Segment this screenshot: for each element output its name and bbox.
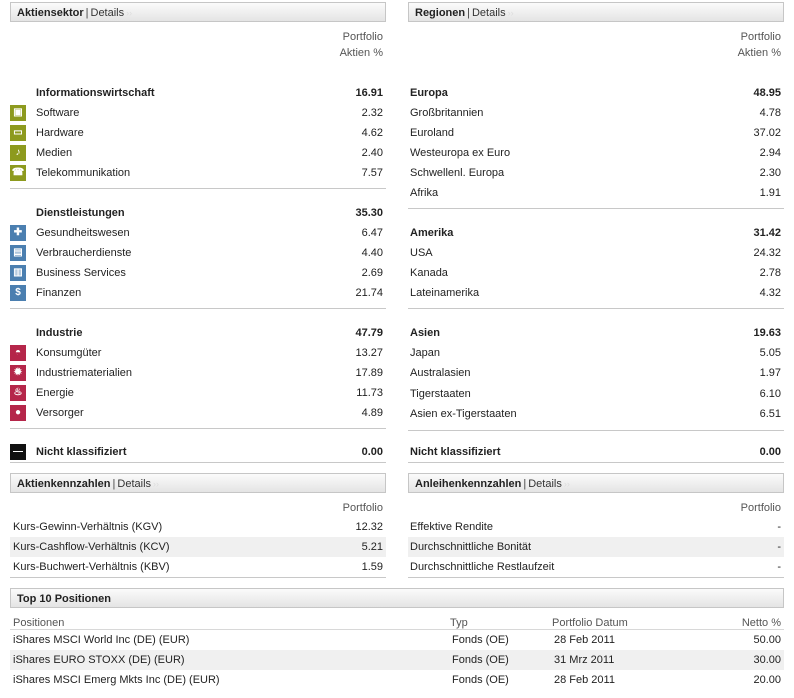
row-label: Energie (36, 387, 74, 399)
section-divider (10, 428, 386, 429)
region-item-row (410, 363, 781, 383)
section-divider (408, 462, 784, 463)
row-value: 5.05 (759, 347, 781, 359)
equity-ratio-row (13, 517, 383, 537)
net-cell: 50.00 (753, 634, 781, 646)
row-value: 13.27 (355, 347, 383, 359)
position-cell: iShares MSCI Emerg Mkts Inc (DE) (EUR) (13, 674, 220, 686)
section-divider (408, 577, 784, 578)
section-divider (408, 308, 784, 309)
row-label: Finanzen (36, 287, 82, 299)
row-label: Tigerstaaten (410, 388, 471, 400)
sector-group-row (10, 323, 383, 343)
regions-panel-header: Regionen | Details ›› (408, 2, 784, 22)
row-label: Kanada (410, 267, 448, 279)
unclassified-icon: — (10, 444, 26, 460)
row-label: Versorger (36, 407, 84, 419)
row-label: Verbraucherdienste (36, 247, 132, 259)
sector-item-row (10, 223, 383, 243)
region-item-row (410, 384, 781, 404)
equity-ratios-title: Aktienkennzahlen (17, 478, 111, 490)
row-label: Großbritannien (410, 107, 484, 119)
sector-item-row (10, 243, 383, 263)
row-label: USA (410, 247, 433, 259)
row-label: Business Services (36, 267, 126, 279)
row-value: 6.10 (759, 388, 781, 400)
row-label: Medien (36, 147, 73, 159)
group-label: Europa (410, 87, 448, 99)
row-label: Durchschnittliche Restlaufzeit (410, 561, 555, 573)
energy-icon: ♨ (10, 385, 26, 401)
healthcare-icon: ✚ (10, 225, 26, 241)
row-label: Konsumgüter (36, 347, 102, 359)
sector-item-row (10, 403, 383, 423)
group-value: 19.63 (753, 327, 781, 339)
region-item-row (410, 143, 781, 163)
regions-column-header: Portfolio Aktien % (737, 31, 781, 59)
table-row[interactable] (10, 650, 784, 670)
region-item-row (410, 343, 781, 363)
finance-icon: $ (10, 285, 26, 301)
sector-group-row (10, 83, 383, 103)
top10-header (10, 588, 784, 608)
top10-title: Top 10 Positionen (17, 593, 111, 605)
section-divider (408, 208, 784, 209)
chevron-right-icon: ›› (126, 8, 133, 18)
date-cell: 28 Feb 2011 (554, 674, 615, 686)
row-value: 4.89 (361, 407, 383, 419)
table-row[interactable] (10, 670, 784, 690)
equity-ratios-details-link[interactable]: Details (117, 478, 152, 490)
telecom-icon: ☎ (10, 165, 26, 181)
date-cell: 28 Feb 2011 (554, 634, 615, 646)
row-label: Japan (410, 347, 440, 359)
regions-panel-title: Regionen (415, 7, 466, 19)
chevron-right-icon: ›› (507, 8, 514, 18)
group-value: 0.00 (361, 446, 383, 458)
chevron-right-icon: ›› (153, 479, 160, 489)
row-value: 6.51 (759, 408, 781, 420)
row-value: 2.78 (759, 267, 781, 279)
sector-item-row (10, 343, 383, 363)
section-divider (408, 430, 784, 431)
sector-panel-title: Aktiensektor (17, 7, 84, 19)
row-label: Afrika (410, 187, 439, 199)
bond-ratios-title: Anleihenkennzahlen (415, 478, 522, 490)
regions-details-link[interactable]: Details (471, 7, 506, 19)
group-value: 31.42 (753, 227, 781, 239)
sector-item-row (10, 143, 383, 163)
bond-ratios-header: Anleihenkennzahlen | Details ›› (408, 473, 784, 493)
row-label: Westeuropa ex Euro (410, 147, 511, 159)
row-value: 2.94 (759, 147, 781, 159)
consumer-goods-icon: ◓ (10, 345, 26, 361)
row-value: 5.21 (361, 541, 383, 553)
row-label: Schwellenl. Europa (410, 167, 505, 179)
sector-group-row (10, 203, 383, 223)
bond-ratios-column-header: Portfolio (740, 502, 781, 514)
equity-ratios-header: Aktienkennzahlen | Details ›› (10, 473, 386, 493)
section-divider (10, 462, 386, 463)
section-divider (10, 577, 386, 578)
region-item-row (410, 163, 781, 183)
row-label: Hardware (36, 127, 84, 139)
hardware-icon: ▭ (10, 125, 26, 141)
bond-ratios-details-link[interactable]: Details (528, 478, 562, 490)
row-value: 2.40 (361, 147, 383, 159)
row-label: Euroland (410, 127, 455, 139)
chevron-right-icon: ›› (563, 479, 570, 489)
sector-item-row (10, 103, 383, 123)
region-item-row (410, 243, 781, 263)
region-unclassified-row (410, 442, 781, 462)
sector-item-row (10, 383, 383, 403)
sector-unclassified-row (10, 442, 383, 462)
utilities-icon: ● (10, 405, 26, 421)
sector-item-row (10, 363, 383, 383)
equity-ratios-column-header: Portfolio (342, 502, 383, 514)
region-group-row (410, 323, 781, 343)
row-value: 21.74 (355, 287, 383, 299)
equity-ratio-row (13, 537, 383, 557)
top10-col-position: Positionen (13, 617, 65, 629)
row-label: Gesundheitswesen (36, 227, 130, 239)
row-value: 1.97 (759, 367, 781, 379)
type-cell: Fonds (OE) (452, 634, 509, 646)
date-cell: 31 Mrz 2011 (554, 654, 615, 666)
top10-col-type: Typ (450, 617, 468, 629)
row-value: 7.57 (361, 167, 383, 179)
industrial-materials-icon: ✹ (10, 365, 26, 381)
row-label: Kurs-Cashflow-Verhältnis (KCV) (13, 541, 170, 553)
row-label: Industriematerialien (36, 367, 132, 379)
region-item-row (410, 183, 781, 203)
region-item-row (410, 123, 781, 143)
table-row[interactable] (10, 630, 784, 650)
region-group-row (410, 223, 781, 243)
row-value: 37.02 (753, 127, 781, 139)
bond-ratio-row (410, 517, 781, 537)
row-value: 17.89 (355, 367, 383, 379)
sector-panel-header: Aktiensektor | Details ›› (10, 2, 386, 22)
row-label: Asien ex-Tigerstaaten (410, 408, 517, 420)
sector-column-header: Portfolio Aktien % (339, 31, 383, 59)
row-label: Kurs-Gewinn-Verhältnis (KGV) (13, 521, 163, 533)
row-value: 4.78 (759, 107, 781, 119)
consumer-services-icon: ▤ (10, 245, 26, 261)
row-value: - (777, 541, 781, 553)
row-value: 2.30 (759, 167, 781, 179)
row-value: 2.69 (361, 267, 383, 279)
section-divider (10, 188, 386, 189)
row-value: 1.91 (759, 187, 781, 199)
group-label: Asien (410, 327, 440, 339)
equity-ratio-row (13, 557, 383, 577)
net-cell: 30.00 (753, 654, 781, 666)
software-icon: ▣ (10, 105, 26, 121)
sector-details-link[interactable]: Details (90, 7, 125, 19)
row-value: 4.40 (361, 247, 383, 259)
top10-col-net: Netto % (741, 617, 781, 629)
top10-col-date: Portfolio Datum (552, 617, 628, 629)
section-divider (10, 308, 386, 309)
group-label: Dienstleistungen (36, 207, 125, 219)
sector-item-row (10, 123, 383, 143)
row-value: 24.32 (753, 247, 781, 259)
region-item-row (410, 103, 781, 123)
row-label: Lateinamerika (410, 287, 480, 299)
position-cell: iShares MSCI World Inc (DE) (EUR) (13, 634, 190, 646)
media-icon: ♪ (10, 145, 26, 161)
group-value: 47.79 (355, 327, 383, 339)
row-value: 6.47 (361, 227, 383, 239)
row-label: Kurs-Buchwert-Verhältnis (KBV) (13, 561, 170, 573)
group-value: 35.30 (355, 207, 383, 219)
group-value: 48.95 (753, 87, 781, 99)
type-cell: Fonds (OE) (452, 654, 509, 666)
type-cell: Fonds (OE) (452, 674, 509, 686)
bond-ratio-row (410, 537, 781, 557)
row-value: 4.62 (361, 127, 383, 139)
sector-item-row (10, 283, 383, 303)
group-label: Amerika (410, 227, 454, 239)
business-services-icon: ▥ (10, 265, 26, 281)
row-label: Effektive Rendite (410, 521, 493, 533)
region-item-row (410, 263, 781, 283)
sector-item-row (10, 263, 383, 283)
row-value: 11.73 (356, 387, 383, 399)
position-cell: iShares EURO STOXX (DE) (EUR) (13, 654, 185, 666)
row-label: Software (36, 107, 80, 119)
group-value: 16.91 (355, 87, 383, 99)
row-label: Telekommunikation (36, 167, 131, 179)
group-label: Nicht klassifiziert (410, 446, 501, 458)
row-value: 12.32 (355, 521, 383, 533)
row-label: Durchschnittliche Bonität (410, 541, 532, 553)
group-value: 0.00 (759, 446, 781, 458)
row-value: - (777, 561, 781, 573)
row-value: 4.32 (759, 287, 781, 299)
net-cell: 20.00 (753, 674, 781, 686)
group-label: Informationswirtschaft (36, 87, 155, 99)
row-value: - (777, 521, 781, 533)
row-label: Australasien (410, 367, 471, 379)
row-value: 1.59 (361, 561, 383, 573)
bond-ratio-row (410, 557, 781, 577)
region-group-row (410, 83, 781, 103)
region-item-row (410, 404, 781, 424)
region-item-row (410, 283, 781, 303)
group-label: Industrie (36, 327, 83, 339)
sector-item-row (10, 163, 383, 183)
row-value: 2.32 (361, 107, 383, 119)
group-label: Nicht klassifiziert (36, 446, 127, 458)
